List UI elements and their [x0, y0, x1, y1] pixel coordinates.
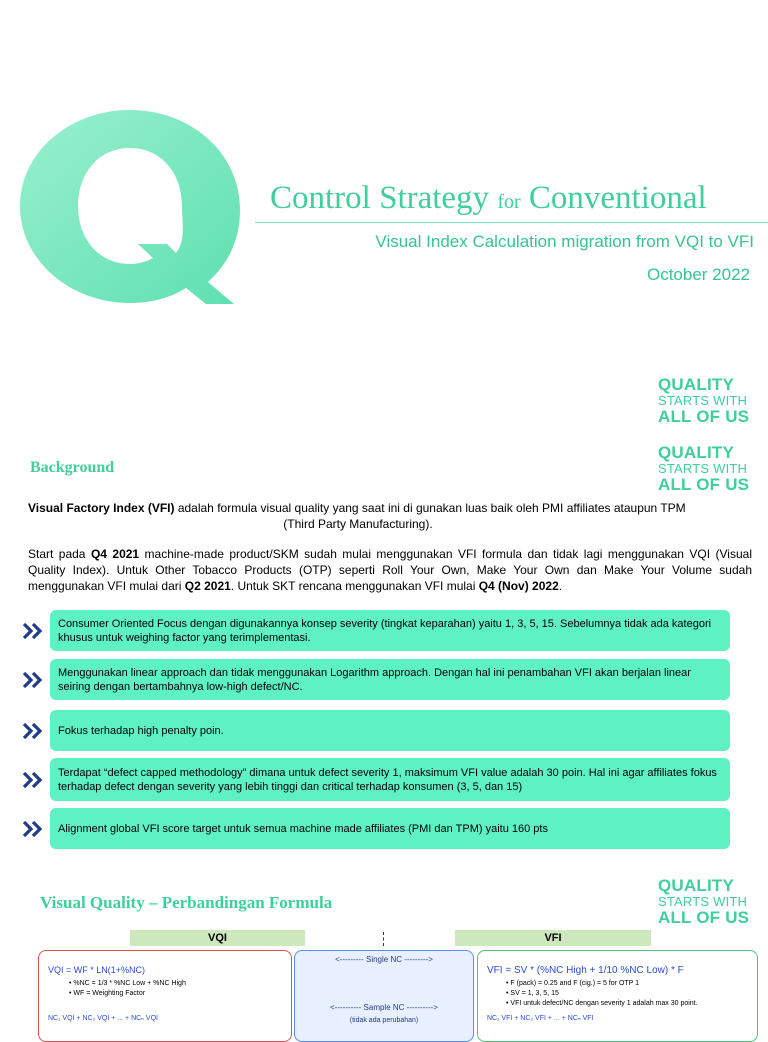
vfi-formula: VFI = SV * (%NC High + 1/10 %NC Low) * F: [487, 965, 684, 976]
vqi-bullet: • %NC = 1/3 * %NC Low + %NC High: [69, 980, 186, 987]
double-chevron-icon: [22, 770, 46, 790]
double-chevron-icon: [22, 819, 46, 839]
bullet-text: Alignment global VFI score target untuk semua machine made affiliates (PMI dan TPM) yaitu 160 pts: [50, 808, 730, 849]
double-chevron-icon: [22, 721, 46, 741]
single-nc-label: <--------- Single NC --------->: [335, 955, 433, 964]
vfi-bullet: • VFI untuk defect/NC dengan severity 1 adalah max 30 point.: [506, 1000, 698, 1007]
quality-badge: QUALITY STARTS WITH ALL OF US: [658, 375, 750, 426]
bullet-item: [22, 659, 730, 700]
vqi-formula-panel: [38, 950, 292, 1042]
vfi-bullet: • SV = 1, 3, 5, 15: [506, 990, 559, 997]
bullet-item: [22, 808, 730, 849]
vfi-bullet: • F (pack) = 0.25 and F (cig.) = 5 for OTP 1: [506, 980, 640, 987]
vqi-header: VQI: [130, 930, 305, 946]
bullet-item: [22, 758, 730, 801]
vfi-formula-panel: [477, 950, 758, 1042]
bullet-text: Consumer Oriented Focus dengan digunakannya konsep severity (tingkat keparahan) yaitu 1, 3, 5, 15. Sebelumnya tidak ada kategori khusus untuk weighing factor yang terimplementasi.: [50, 610, 730, 651]
bullet-item: [22, 610, 730, 651]
page-title: Control Strategy for Conventional: [270, 180, 707, 216]
bullet-text: Terdapat “defect capped methodology” dimana untuk defect severity 1, maksimum VFI value adalah 30 poin. Hal ini agar affiliates fokus terhadap defect dengan severity yang lebih tinggi dan critical terhadap konsumen (3, 5, dan 15): [50, 758, 730, 801]
quality-badge: QUALITY STARTS WITH ALL OF US: [658, 443, 750, 494]
vqi-formula: VQI = WF * LN(1+%NC): [48, 965, 146, 975]
no-change-note: (tidak ada perubahan): [349, 1017, 419, 1024]
double-chevron-icon: [22, 621, 46, 641]
q-logo: [20, 110, 240, 310]
bullet-item: [22, 710, 730, 751]
quality-badge: QUALITY STARTS WITH ALL OF US: [658, 876, 750, 927]
date: October 2022: [646, 265, 750, 284]
vqi-sum: NC₁ VQI + NC₂ VQI + ... + NCₙ VQI: [48, 1015, 158, 1022]
comparison-heading: Visual Quality – Perbandingan Formula: [40, 893, 333, 912]
bullet-text: Fokus terhadap high penalty poin.: [50, 710, 730, 751]
center-divider: [383, 932, 385, 946]
vqi-bullet: • WF = Weighting Factor: [69, 990, 146, 997]
comparison-middle-panel: [294, 950, 474, 1042]
background-heading: Background: [30, 459, 115, 476]
sample-nc-label: <---------- Sample NC ---------->: [330, 1003, 438, 1012]
subtitle: Visual Index Calculation migration from VQI to VFI: [375, 232, 754, 251]
vfi-sum: NC₁ VFI + NC₂ VFI + ... + NCₙ VFI: [487, 1015, 594, 1022]
vfi-header: VFI: [455, 930, 651, 946]
background-paragraph-1: Visual Factory Index (VFI) adalah formula visual quality yang saat ini di gunakan luas baik oleh PMI affiliates ataupun TPM (Third Party Manufacturing).: [28, 501, 686, 531]
title-divider: [255, 222, 768, 223]
double-chevron-icon: [22, 670, 46, 690]
bullet-text: Menggunakan linear approach dan tidak menggunakan Logarithm approach. Dengan hal ini penambahan VFI akan berjalan linear seiring dengan bertambahnya low-high defect/NC.: [50, 659, 730, 700]
background-paragraph-2: Start pada Q4 2021 machine-made product/SKM sudah mulai menggunakan VFI formula dan tidak lagi menggunakan VQI (Visual Quality Index). Untuk Other Tobacco Products (OTP) seperti Roll Your Own, Make Your Own dan Make Your Volume sudah menggunakan VFI mulai dari Q2 2021. Untuk SKT rencana menggunakan VFI mulai Q4 (Nov) 2022.: [28, 547, 752, 593]
